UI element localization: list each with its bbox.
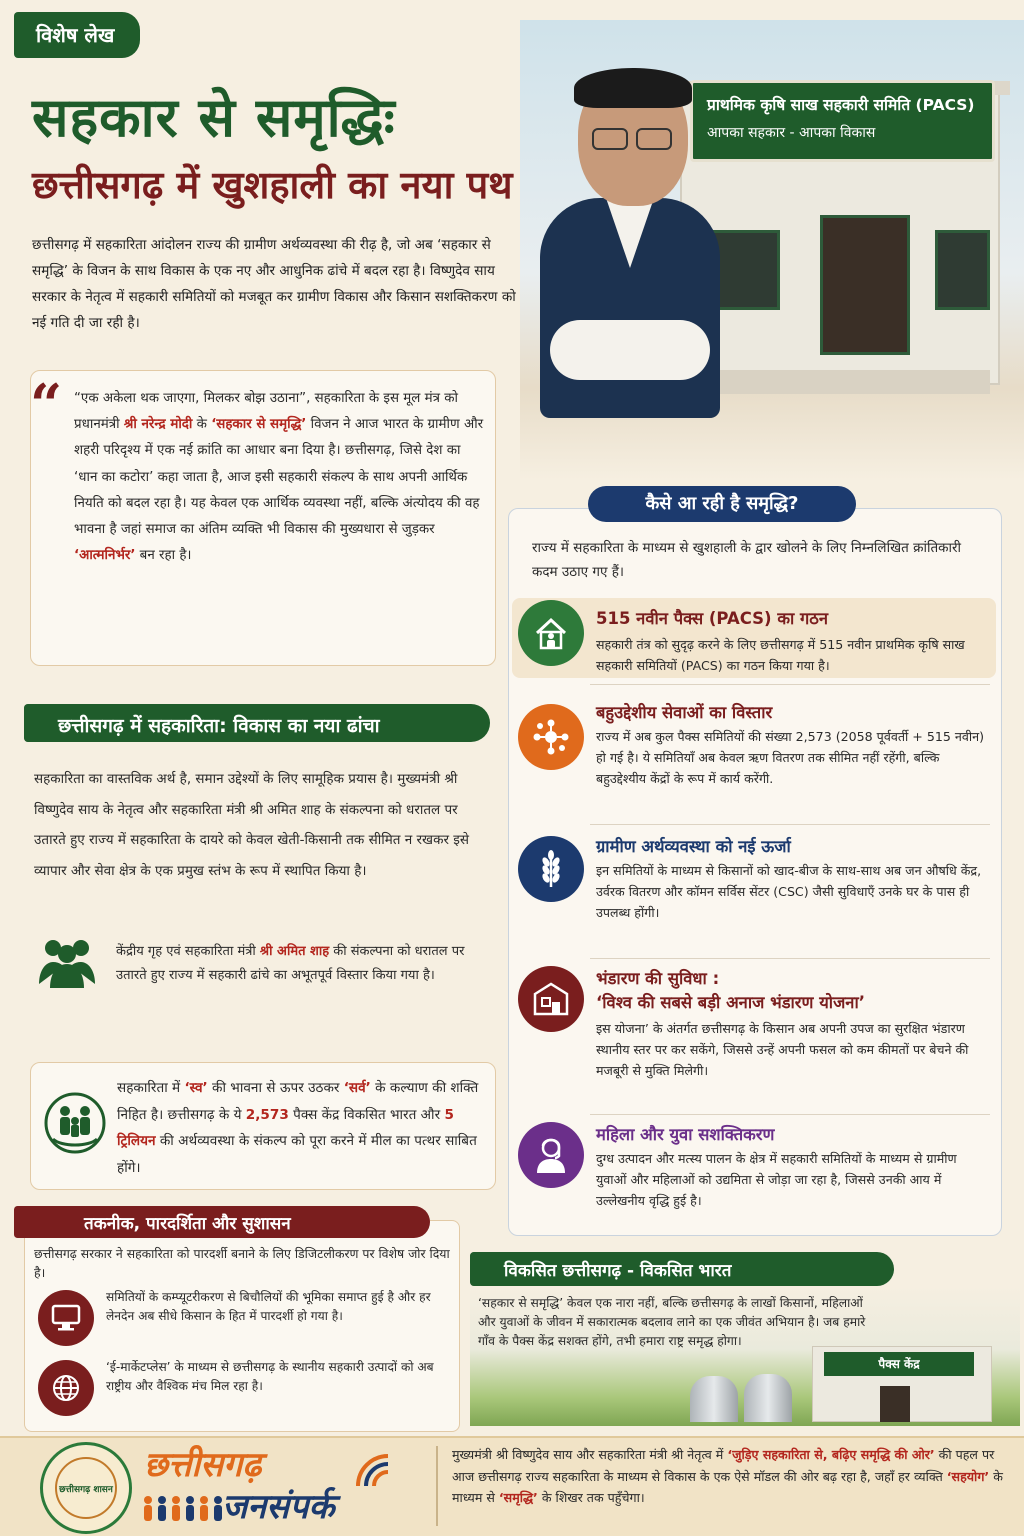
house-person-icon: [518, 600, 584, 666]
woman-icon: [518, 1122, 584, 1188]
sarv-kalyan-box: [30, 1062, 496, 1190]
special-article-tag: विशेष लेख: [14, 12, 140, 58]
pacs-center-board: पैक्स केंद्र: [824, 1352, 974, 1376]
network-icon: [518, 704, 584, 770]
building-steps: [690, 370, 990, 394]
family-care-icon: [43, 1091, 107, 1159]
sarv-kalyan-text: सहकारिता में ‘स्व’ की भावना से ऊपर उठकर ‘सर्व’ के कल्याण की शक्ति निहित है। छत्तीसगढ़ के ये 2,573 पैक्स केंद्र विकसित भारत और 5 ट्रिलियन की अर्थव्यवस्था के संकल्प को पूरा करने में मील का पत्थर साबित होंगे।: [117, 1080, 479, 1176]
page-title: सहकार से समृद्धिः: [32, 86, 396, 149]
tech-row: [38, 1290, 458, 1360]
building-door: [880, 1386, 910, 1422]
intro-paragraph: छत्तीसगढ़ में सहकारिता आंदोलन राज्य की ग्रामीण अर्थव्यवस्था की रीढ़ है, जो अब ‘सहकार से समृद्धि’ के विजन के साथ विकास के एक नए और आधुनिक ढांचे में बदल रहा है। विष्णुदेव साय सरकार के नेतृत्व में सहकारी समितियों को मजबूत कर ग्रामीण विकास और किसान सशक्तिकरण को नई गति दी जा रही है।: [32, 237, 516, 331]
signboard-line2: आपका सहकार - आपका विकास: [707, 125, 876, 141]
chief-minister-portrait: [540, 70, 720, 410]
quote-mark-icon: “: [30, 372, 63, 438]
step-text: इस योजना’ के अंतर्गत छत्तीसगढ़ के किसान अब अपनी उपज का सुरक्षित भंडारण स्थानीय स्तर पर कर सकेंगे, जिससे उन्हें अपनी फसल को कम कीमतों पर बेचने की मजबूरी से मुक्ति मिलेगी।: [596, 1021, 969, 1078]
step-heading: बहुउद्देशीय सेवाओं का विस्तार: [596, 703, 773, 722]
divider: [590, 958, 990, 959]
section-title-tech: तकनीक, पारदर्शिता और सुशासन: [14, 1206, 430, 1238]
section-title-prosperity: कैसे आ रही है समृद्धि?: [588, 486, 856, 522]
step-text: सहकारी तंत्र को सुदृढ़ करने के लिए छत्तीसगढ़ में 515 नवीन प्राथमिक कृषि साख सहकारी समितियों (PACS) का गठन किया गया है।: [596, 637, 965, 673]
step-text: इन समितियों के माध्यम से किसानों को खाद-बीज के साथ-साथ अब जन औषधि केंद्र, उर्वरक वितरण और कॉमन सर्विस सेंटर (CSC) जैसी सुविधाएँ उनके घर के पास ही उपलब्ध होंगी।: [596, 863, 982, 920]
tech-intro: छत्तीसगढ़ सरकार ने सहकारिता को पारदर्शी बनाने के लिए डिजिटलीकरण पर विशेष जोर दिया है।: [34, 1246, 450, 1280]
government-seal: [40, 1442, 132, 1534]
amit-shah-note: केंद्रीय गृह एवं सहकारिता मंत्री श्री अमित शाह की संकल्पना को धरातल पर उतारते हुए राज्य में सहकारी ढांचे का अभूतपूर्व विस्तार किया गया है।: [116, 944, 465, 983]
divider: [590, 1114, 990, 1115]
group-people-icon: [36, 930, 98, 992]
footer-text: मुख्यमंत्री श्री विष्णुदेव साय और सहकारिता मंत्री श्री नेतृत्व में ‘जुड़िए सहकारिता से, बढ़िए समृद्धि की ओर’ की पहल पर आज छत्तीसगढ़ राज्य सहकारिता के माध्यम से विकास के एक ऐसे मॉडल की ओर बढ़ रहा है, जहाँ हर व्यक्ति ‘सहयोग’ के माध्यम से ‘समृद्धि’ के शिखर तक पहुँचेगा।: [452, 1447, 1003, 1505]
building-door: [820, 215, 910, 355]
globe-icon: [38, 1360, 94, 1416]
step-heading: 515 नवीन पैक्स (PACS) का गठन: [596, 609, 829, 628]
section-title-cooperation: छत्तीसगढ़ में सहकारिता: विकास का नया ढांचा: [24, 704, 490, 742]
grain-silo: [690, 1376, 738, 1422]
people-chain-icon: [140, 1494, 224, 1526]
computer-icon: [38, 1290, 94, 1346]
viksit-text: ‘सहकार से समृद्धि’ केवल एक नारा नहीं, बल्कि छत्तीसगढ़ के लाखों किसानों, महिलाओं और युवाओं के जीवन में सकारात्मक बदलाव लाने का एक जीवंत अभियान है। जब हमारे गाँव के पैक्स केंद्र सशक्त होंगे, तभी हमारा राष्ट्र समृद्ध होगा।: [478, 1296, 866, 1348]
step-heading: महिला और युवा सशक्तिकरण: [596, 1125, 775, 1144]
building-window: [935, 230, 990, 310]
tech-row-text: समितियों के कम्प्यूटरीकरण से बिचौलियों की भूमिका समाप्त हुई है और हर लेनदेन अब सीधे किसान के हित में पारदर्शी हो गया है।: [106, 1290, 431, 1323]
warehouse-icon: [518, 966, 584, 1032]
brand-chhattisgarh: छत्तीसगढ़: [144, 1445, 262, 1485]
step-heading: भंडारण की सुविधा :: [596, 969, 720, 988]
section-title-viksit: विकसित छत्तीसगढ़ - विकसित भारत: [470, 1252, 894, 1286]
step-subheading: ‘विश्व की सबसे बड़ी अनाज भंडारण योजना’: [596, 993, 866, 1012]
grain-silo: [744, 1374, 792, 1422]
broadcast-wave-icon: [352, 1446, 412, 1496]
signboard-line1: प्राथमिक कृषि साख सहकारी समिति (PACS): [707, 96, 975, 114]
divider: [590, 684, 990, 685]
wheat-icon: [518, 836, 584, 902]
pacs-signboard: [690, 80, 995, 162]
building-window: [710, 230, 780, 310]
quote-text: “एक अकेला थक जाएगा, मिलकर बोझ उठाना”, सहकारिता के इस मूल मंत्र को प्रधानमंत्री श्री नरेन्द्र मोदी के ‘सहकार से समृद्धि’ विजन ने आज भारत के ग्रामीण और शहरी परिदृश्य में एक नई क्रांति का आधार बना दिया है। छत्तीसगढ़, जिसे देश का ‘धान का कटोरा’ कहा जाता है, आज इसी सहकारी संकल्प के साथ अपनी आर्थिक नियति को बदल रहा है। यह केवल एक आर्थिक व्यवस्था नहीं, बल्कि अंत्योदय की वह भावना है जहां समाज का अंतिम व्यक्ति भी विकास की मुख्यधारा से जुड़कर ‘आत्मनिर्भर’ बन रहा है।: [74, 391, 484, 564]
step-text: दुग्ध उत्पादन और मत्स्य पालन के क्षेत्र में सहकारी समितियों के माध्यम से ग्रामीण युवाओं और महिलाओं को उद्यमिता से जोड़ा जा रहा है, जिससे उनकी आय में उल्लेखनीय वृद्धि हुई है।: [596, 1151, 957, 1208]
step-text: राज्य में अब कुल पैक्स समितियों की संख्या 2,573 (2058 पूर्ववर्ती + 515 नवीन) हो गई है। ये समितियाँ अब केवल ऋण वितरण तक सीमित नहीं रहेंगी, बल्कि बहुउद्देश्यीय केंद्रों के रूप में कार्य करेंगी.: [596, 729, 985, 786]
tech-row-text: ‘ई-मार्केटप्लेस’ के माध्यम से छत्तीसगढ़ के स्थानीय सहकारी उत्पादों को अब राष्ट्रीय और वैश्विक मंच मिल रहा है।: [106, 1360, 434, 1393]
prosperity-intro: राज्य में सहकारिता के माध्यम से खुशहाली के द्वार खोलने के लिए निम्नलिखित क्रांतिकारी कदम उठाए गए हैं।: [532, 540, 962, 580]
brand-jansampark: जनसंपर्क: [222, 1487, 335, 1527]
seal-text: छत्तीसगढ़ शासन: [55, 1457, 117, 1519]
tech-row: [38, 1360, 458, 1430]
step-heading: ग्रामीण अर्थव्यवस्था को नई ऊर्जा: [596, 837, 791, 856]
section-paragraph: सहकारिता का वास्तविक अर्थ है, समान उद्देश्यों के लिए सामूहिक प्रयास है। मुख्यमंत्री श्री विष्णुदेव साय के नेतृत्व और सहकारिता मंत्री श्री अमित शाह के संकल्पना को धरातल पर उतारते हुए राज्य में सहकारिता के दायरे को केवल खेती-किसानी तक सीमित न रखकर इसे व्यापार और सेवा क्षेत्र के एक प्रमुख स्तंभ के रूप में स्थापित किया है।: [34, 771, 470, 879]
divider: [590, 824, 990, 825]
page-subtitle: छत्तीसगढ़ में खुशहाली का नया पथ: [32, 163, 513, 207]
footer-divider: [436, 1446, 438, 1526]
